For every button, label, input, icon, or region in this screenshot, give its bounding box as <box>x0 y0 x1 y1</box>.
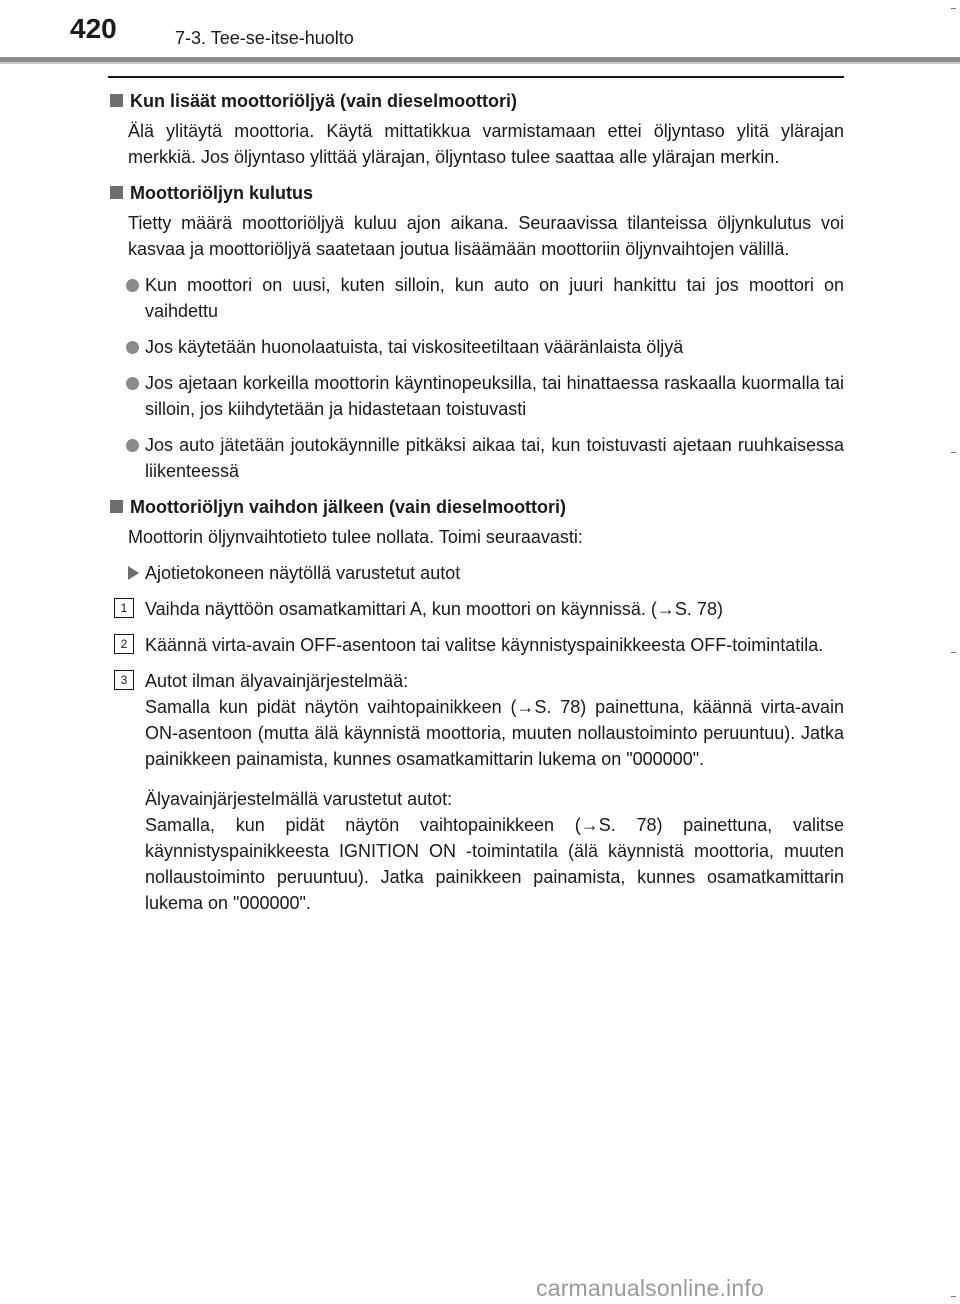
watermark: carmanualsonline.info <box>536 1275 764 1301</box>
section-oil-consumption <box>108 180 844 484</box>
section-body: Tietty määrä moottoriöljyä kuluu ajon aikana. Seuraavissa tilanteissa öljynkulutus voi kasvaa ja moottoriöljyä saatetaan joutua lisäämään moottoriin öljynvaihtojen välillä. <box>128 213 844 259</box>
square-bullet-icon <box>110 94 123 107</box>
step-number-badge: 2 <box>114 634 134 654</box>
section-oil-adding <box>108 88 844 170</box>
chapter-title: 7-3. Tee-se-itse-huolto <box>175 28 354 48</box>
margin-mark <box>951 452 956 453</box>
step-1 <box>120 596 844 622</box>
list-item-text: Jos ajetaan korkeilla moottorin käyntinopeuksilla, tai hinattaessa raskaalla kuormalla tai silloin, jos kiihdytetään ja hidastetaan toistuvasti <box>145 373 844 419</box>
circle-bullet-icon <box>126 341 139 354</box>
list-item-text: Jos käytetään huonolaatuista, tai viskositeetiltaan vääränlaista öljyä <box>145 337 684 357</box>
square-bullet-icon <box>110 186 123 199</box>
step-text: Vaihda näyttöön osamatkamittari A, kun moottori on käynnissä. (→S. 78) <box>145 599 723 619</box>
margin-mark <box>951 1296 956 1297</box>
square-bullet-icon <box>110 500 123 513</box>
section-heading <box>108 494 844 520</box>
step-paragraph <box>145 668 844 772</box>
section-body: Älä ylitäytä moottoria. Käytä mittatikkua varmistamaan ettei öljyntaso ylitä ylärajan merkkiä. Jos öljyntaso ylittää ylärajan, öljyntaso tulee saattaa alle ylärajan merkin. <box>128 121 844 167</box>
section-heading <box>108 88 844 114</box>
page-header <box>0 0 960 62</box>
margin-mark <box>951 8 956 9</box>
step-text: Samalla kun pidät näytön vaihtopainikkeen (→S. 78) painettuna, käännä virta-avain ON-asentoon (mutta älä käynnistä moottoria, muuten nollaustoiminto peruuntuu). Jatka painikkeen painamista, kunnes osamatkamittarin lukema on "000000". <box>145 697 844 769</box>
section-divider <box>108 76 844 78</box>
step-text: Autot ilman älyavainjärjestelmää: <box>145 671 409 691</box>
step-number-badge: 3 <box>114 670 134 690</box>
step-text: Käännä virta-avain OFF-asentoon tai valitse käynnistyspainikkeesta OFF-toimintatila. <box>145 635 824 655</box>
header-rule <box>0 62 960 64</box>
arrow-list-item-text: Ajotietokoneen näytöllä varustetut autot <box>145 563 461 583</box>
main-content <box>108 88 844 926</box>
list-item <box>145 432 844 484</box>
list-item-text: Jos auto jätetään joutokäynnille pitkäksi aikaa tai, kun toistuvasti ajetaan ruuhkaisessa liikenteessä <box>145 435 844 481</box>
step-text: Samalla, kun pidät näytön vaihtopainikkeen (→S. 78) painettuna, valitse käynnistyspainikkeesta IGNITION ON -toimintatila (älä käynnistä moottoria, muuten nollaustoiminto peruuntuu). Jatka painikkeen painamista, kunnes osamatkamittarin lukema on "000000". <box>145 815 844 913</box>
section-heading-text: Moottoriöljyn kulutus <box>130 183 313 203</box>
step-paragraph <box>145 786 844 916</box>
section-heading-text: Moottoriöljyn vaihdon jälkeen (vain dieselmoottori) <box>130 497 567 517</box>
list-item <box>145 334 844 360</box>
circle-bullet-icon <box>126 279 139 292</box>
step-3 <box>120 668 844 916</box>
section-heading-text: Kun lisäät moottoriöljyä (vain dieselmoottori) <box>130 91 518 111</box>
margin-mark <box>951 652 956 653</box>
step-2 <box>120 632 844 658</box>
list-item <box>145 370 844 422</box>
section-heading <box>108 180 844 206</box>
step-number-badge: 1 <box>114 598 134 618</box>
list-item <box>145 272 844 324</box>
circle-bullet-icon <box>126 377 139 390</box>
section-oil-change-reset <box>108 494 844 916</box>
section-body: Moottorin öljynvaihtotieto tulee nollata. Toimi seuraavasti: <box>128 527 583 547</box>
triangle-bullet-icon <box>128 566 139 580</box>
circle-bullet-icon <box>126 439 139 452</box>
step-text: Älyavainjärjestelmällä varustetut autot: <box>145 789 453 809</box>
arrow-list-item <box>145 560 844 586</box>
page-number: 420 <box>70 13 117 44</box>
list-item-text: Kun moottori on uusi, kuten silloin, kun auto on juuri hankittu tai jos moottori on vaihdettu <box>145 275 844 321</box>
